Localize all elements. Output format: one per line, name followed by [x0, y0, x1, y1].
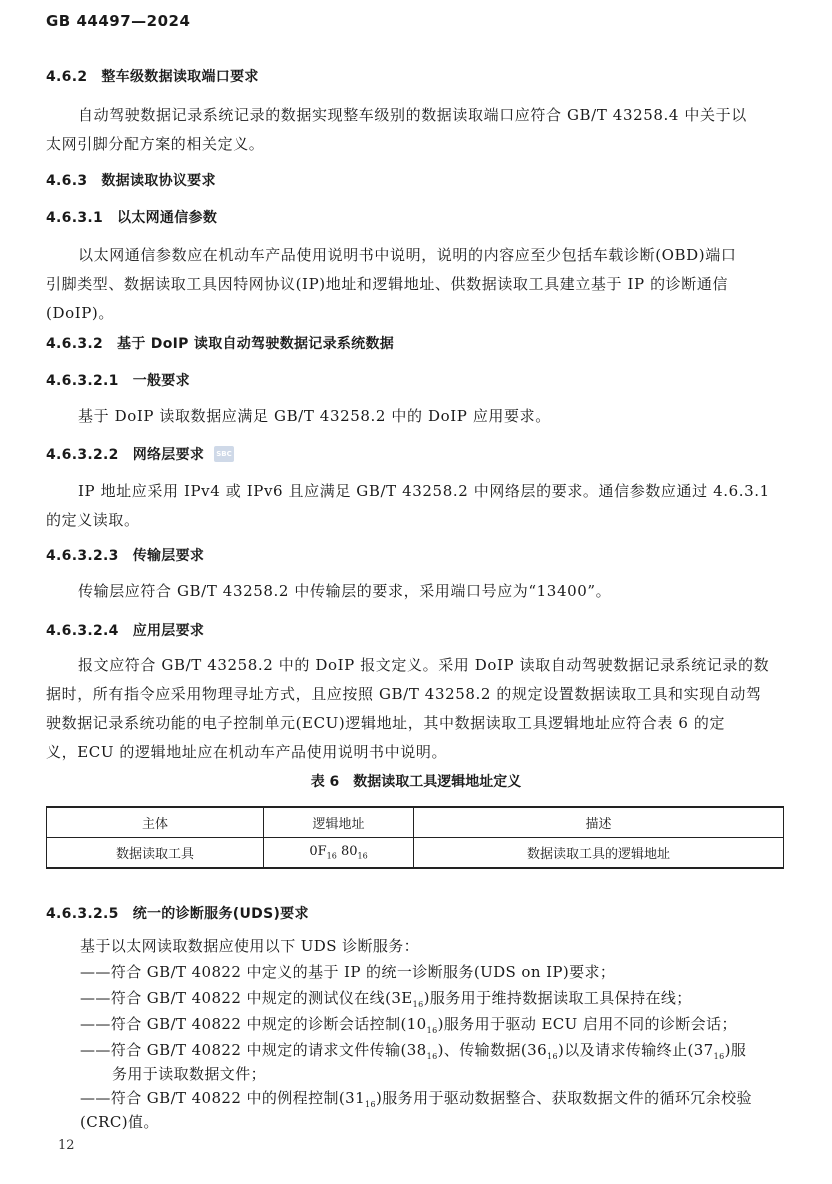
page-number: 12 [58, 1138, 75, 1153]
section-number: 4.6.3.2.1 [46, 373, 119, 389]
text-line: 以太网通信参数应在机动车产品使用说明书中说明，说明的内容应至少包括车载诊断(OBD)端口 [78, 246, 737, 264]
hex-subscript: 16 [547, 1052, 559, 1061]
section-number: 4.6.3.2.5 [46, 906, 119, 922]
watermark-logo: SBC [214, 446, 234, 462]
text-line: 自动驾驶数据记录系统记录的数据实现整车级别的数据读取端口应符合 GB/T 43258.4 中关于以 [78, 106, 747, 124]
heading-4-6-3-2 [46, 333, 394, 353]
list-text: ——符合 GB/T 40822 中的例程控制(31 [80, 1089, 366, 1107]
table-header-row [47, 807, 784, 838]
hex-subscript: 16 [326, 851, 337, 861]
heading-4-6-3-2-3 [46, 545, 204, 565]
table-header-cell: 主体 [47, 807, 264, 838]
paragraph-4-6-3-1 [46, 241, 786, 328]
section-title: 整车级数据读取端口要求 [101, 69, 259, 85]
list-item: ——符合 GB/T 40822 中定义的基于 IP 的统一诊断服务(UDS on IP)要求； [80, 963, 616, 981]
heading-4-6-3-2-2 [46, 444, 204, 464]
heading-4-6-2 [46, 66, 259, 86]
text-line: (DoIP)。 [46, 304, 114, 322]
section-title: 以太网通信参数 [117, 210, 218, 226]
standard-header: GB 44497—2024 [46, 12, 191, 30]
logical-address-table [46, 806, 784, 869]
section-title: 数据读取协议要求 [101, 173, 216, 189]
section-number: 4.6.3.2 [46, 336, 104, 352]
list-item-continuation: 务用于读取数据文件； [112, 1065, 267, 1083]
list-text: )服务用于维持数据读取工具保持在线； [423, 989, 692, 1007]
text-line: 驶数据记录系统功能的电子控制单元(ECU)逻辑地址，其中数据读取工具逻辑地址应符合表 6 的定 [46, 714, 726, 732]
text-line: 义，ECU 的逻辑地址应在机动车产品使用说明书中说明。 [46, 743, 448, 761]
hex-subscript: 16 [365, 1100, 377, 1109]
paragraph-4-6-3-2-1 [46, 402, 786, 431]
hex-subscript: 16 [713, 1052, 725, 1061]
section-title: 基于 DoIP 读取自动驾驶数据记录系统数据 [117, 336, 395, 352]
list-text: ——符合 GB/T 40822 中规定的诊断会话控制(10 [80, 1015, 427, 1033]
paragraph-4-6-3-2-2 [46, 477, 786, 535]
list-text: )服务用于驱动 ECU 启用不同的诊断会话； [437, 1015, 737, 1033]
text-line: 基于 DoIP 读取数据应满足 GB/T 43258.2 中的 DoIP 应用要求。 [78, 407, 551, 425]
text-line: 报文应符合 GB/T 43258.2 中的 DoIP 报文定义。采用 DoIP 读取自动驾驶数据记录系统记录的数 [78, 656, 770, 674]
list-text: )服务用于驱动数据整合、获取数据文件的循环冗余校验 [376, 1089, 752, 1107]
section-number: 4.6.2 [46, 69, 88, 85]
section-number: 4.6.3.1 [46, 210, 104, 226]
list-text: ——符合 GB/T 40822 中规定的请求文件传输(38 [80, 1041, 427, 1059]
paragraph-4-6-3-2-4 [46, 651, 786, 767]
table-cell-subject: 数据读取工具 [47, 838, 264, 869]
section-title: 应用层要求 [132, 623, 205, 639]
table-cell-description: 数据读取工具的逻辑地址 [414, 838, 784, 869]
section-number: 4.6.3.2.4 [46, 623, 119, 639]
text-line: 太网引脚分配方案的相关定义。 [46, 135, 265, 153]
list-item-continuation: (CRC)值。 [80, 1113, 159, 1131]
text-line: 据时，所有指令应采用物理寻址方式，且应按照 GB/T 43258.2 的规定设置数据读取工具和实现自动驾 [46, 685, 762, 703]
paragraph-4-6-2 [46, 101, 786, 159]
text-line: 传输层应符合 GB/T 43258.2 中传输层的要求，采用端口号应为“13400”。 [78, 582, 612, 600]
paragraph-4-6-3-2-3 [46, 577, 786, 606]
table-header-cell: 逻辑地址 [264, 807, 414, 838]
list-text: ——符合 GB/T 40822 中规定的测试仪在线(3E [80, 989, 413, 1007]
section-number: 4.6.3.2.3 [46, 548, 119, 564]
hex-subscript: 16 [426, 1052, 438, 1061]
table-row [47, 838, 784, 869]
heading-4-6-3 [46, 170, 216, 190]
heading-4-6-3-2-1 [46, 370, 190, 390]
list-text: )、传输数据(36 [437, 1041, 548, 1059]
section-title: 一般要求 [132, 373, 190, 389]
hex-subscript: 16 [412, 1000, 424, 1009]
heading-4-6-3-1 [46, 207, 217, 227]
address-byte: 0F [309, 844, 327, 860]
hex-subscript: 16 [357, 851, 368, 861]
section-number: 4.6.3.2.2 [46, 447, 119, 463]
section-number: 4.6.3 [46, 173, 88, 189]
section-title: 传输层要求 [132, 548, 205, 564]
text-line: 的定义读取。 [46, 511, 140, 529]
heading-4-6-3-2-5 [46, 903, 309, 923]
table-caption: 表 6 数据读取工具逻辑地址定义 [310, 774, 522, 790]
list-text: )以及请求传输终止(37 [558, 1041, 714, 1059]
section-title: 统一的诊断服务(UDS)要求 [132, 906, 309, 922]
hex-subscript: 16 [426, 1026, 438, 1035]
list-text: )服 [724, 1041, 747, 1059]
uds-intro: 基于以太网读取数据应使用以下 UDS 诊断服务： [80, 937, 420, 955]
text-line: 引脚类型、数据读取工具因特网协议(IP)地址和逻辑地址、供数据读取工具建立基于 IP 的诊断通信 [46, 275, 729, 293]
heading-4-6-3-2-4 [46, 620, 204, 640]
table-header-cell: 描述 [414, 807, 784, 838]
section-title: 网络层要求 [132, 447, 205, 463]
text-line: IP 地址应采用 IPv4 或 IPv6 且应满足 GB/T 43258.2 中网络层的要求。通信参数应通过 4.6.3.1 [78, 482, 770, 500]
table-cell-address [264, 838, 414, 869]
address-byte: 80 [340, 844, 358, 860]
